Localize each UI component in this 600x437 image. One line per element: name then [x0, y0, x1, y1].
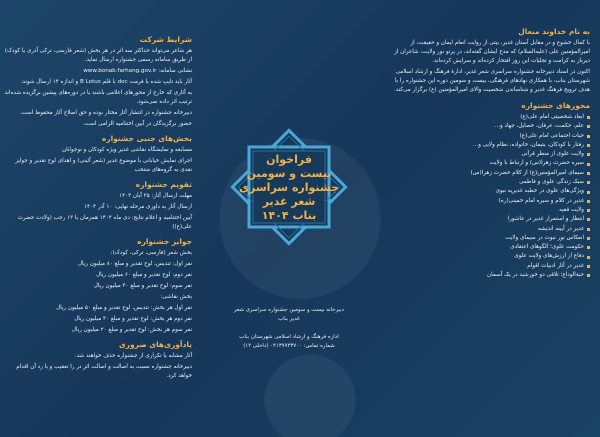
theme-item: حبةالوداع؛ تلاقی دو خورشید در یک آسمان: [382, 271, 590, 280]
theme-item: غدیر در آثار ادبیات اقوام: [382, 262, 590, 271]
side-section-item: مسابقه و نمایشگاه نقاشی غدیر ویژه کودکان و نوجوانان: [62, 147, 192, 153]
condition-item: به آثاری که خارج از محورهای اعلامی باشند یا در دوره‌های پیشین برگزیده شده‌اند ترتیب اثر داده نمی‌شود.: [4, 90, 192, 105]
prize-item: نفر اول: تندیس، لوح تقدیر و مبلغ ۸۰ میلیون ریال: [77, 261, 192, 267]
theme-item: انعکاس نور نبوت در سیمای ولایت: [382, 234, 590, 243]
basmala-heading: به نام خداوند منعال: [518, 27, 590, 36]
secretariat-info: [208, 306, 370, 324]
theme-item: سیره حضرت زهرا(س) و ارتباط با ولایت: [382, 159, 590, 168]
bullet-icon: [587, 135, 590, 138]
condition-item: حضور برگزیدگان در آیین اختتامیه الزامی است.: [82, 121, 192, 127]
bullet-icon: [587, 172, 590, 175]
address-line: اداره فرهنگ و ارشاد اسلامی شهرستان بناب: [239, 334, 339, 340]
left-column: [0, 0, 200, 437]
bullet-icon: [587, 153, 590, 156]
prize-item: نفر دوم هر بخش: لوح تقدیر و مبلغ ۳۰ میلیون ریال: [74, 316, 192, 322]
bullet-icon: [587, 274, 590, 277]
secretariat-line: دبیرخانه بیست و سومین جشنواره سراسری شعر: [233, 307, 345, 313]
secretariat-line: غدیر بناب: [278, 316, 300, 322]
contact-info: [208, 333, 370, 351]
theme-item: دفاع از ارزش‌های ولایت علوی: [382, 252, 590, 261]
title-line: بیست و سومین: [246, 167, 332, 180]
themes-heading: محورهای جشنواره: [521, 101, 590, 110]
bullet-icon: [587, 191, 590, 194]
calendar-item: ارسال آثار به داوری مرحله نهایی: ۱۰ آذر ۱۴۰۴: [84, 204, 192, 210]
bullet-icon: [587, 265, 590, 268]
title-line: جشنواره سراسری: [238, 181, 340, 194]
bullet-icon: [587, 163, 590, 166]
title-line: فراخوان: [266, 153, 312, 166]
bullet-icon: [587, 200, 590, 203]
bullet-icon: [587, 116, 590, 119]
poster-title: [227, 153, 351, 223]
bullet-icon: [587, 237, 590, 240]
title-line: بناب ۱۴۰۴: [261, 209, 317, 222]
theme-item: رفتار با کودکان، یتیمان، خانواده، نظام ولایی و...: [382, 141, 590, 150]
bullet-icon: [587, 218, 590, 221]
title-line: شعر غدیر: [262, 195, 316, 208]
title-emblem: [227, 125, 351, 249]
right-column: [378, 0, 600, 437]
bullet-icon: [587, 228, 590, 231]
calendar-item: مهلت ارسال آثار: ۲۵ آبان ۱۴۰۴: [119, 193, 192, 199]
bullet-icon: [587, 209, 590, 212]
conditions-heading: شرایط شرکت: [139, 35, 192, 44]
condition-item: آثار باید تایپ شده با فرمت doc با قلم B Lotus و اندازه ۱۴ ارسال شوند.: [20, 79, 192, 85]
note-item: آثار مشابه یا تکراری از جشنواره حذف خواهند شد.: [74, 353, 192, 359]
prizes-heading: جوایز جشنواره: [137, 237, 192, 246]
prize-item: نفر اول هر بخش: تندیس، لوح تقدیر و مبلغ ۵۰ میلیون ریال: [56, 305, 192, 311]
calendar-item: آیین اختتامیه و اعلام نتایج: دی ماه ۱۴۰۴ همزمان با ۱۳ رجب (ولادت حضرت علی(ع)): [17, 215, 192, 230]
theme-item: علم، حکمت، عرفان، خصایل، جهاد و...: [382, 122, 590, 131]
intro-paragraph: با کمال خشوع و در مقابل آستان غدیر، بیتی از روایت انعام ایمان و حقیقت، از امیرالمؤمنین علی (علیه‌السلام) که مدح ایشان گفته‌اند، در پرتو نور ولایت، شاعران از دیرباز به کرامت و تجلیات این روز افتخار کرده‌اند و سرایش کرده‌اند.: [394, 40, 590, 64]
theme-item: ابعاد شخصیتی امام علی(ع): [382, 113, 590, 122]
theme-item: سبک زندگی علوی و فاطمی: [382, 178, 590, 187]
intro-paragraph-2: اکنون در اسناد دبیرخانه جشنواره سراسری شعر غدیر، ادارهٔ فرهنگ و ارشاد اسلامی شهرستان بناب، با همکاری نهادهای فرهنگی، بیست و سومین دوره این جشنواره را با هدف ترویج فرهنگ غدیر و شناساندن شخصیت والای امیرالمؤمنین (ع) برگزار می‌کند.: [393, 69, 590, 93]
condition-item: نشانی سامانه: www.bonab.farhang.gov.ir: [83, 68, 192, 74]
bullet-icon: [587, 181, 590, 184]
side-sections-heading: بخش‌های جنبی جشنواره: [101, 134, 192, 143]
bullet-icon: [587, 144, 590, 147]
theme-item: حکومت علوی؛ الگوهای اعتقادی: [382, 243, 590, 252]
condition-item: هر شاعر می‌تواند حداکثر سه اثر در هر بخش (شعر فارسی، ترکی آذری یا کودک) از طریق سامانه رسمی جشنواره ارسال نماید.: [4, 48, 192, 63]
theme-item: ولایت علوی از منظر قرآنی: [382, 150, 590, 159]
prizes-subheading: بخش نقاشی:: [160, 294, 192, 300]
theme-item: ولایت فقیه: [382, 206, 590, 215]
prize-item: نفر سوم هر بخش: لوح تقدیر و مبلغ ۲۰ میلیون ریال: [71, 327, 192, 333]
theme-item: غدیر در آیینه اندیشه: [382, 225, 590, 234]
bullet-icon: [587, 256, 590, 259]
theme-item: انتظار و استمرار غدیر در عاشورا: [382, 215, 590, 224]
theme-item: غدیر در کلام و سیره امام خمینی(ره): [382, 197, 590, 206]
calendar-heading: تقویم جشنواره: [135, 180, 192, 189]
theme-item: سیمای امیرالمؤمنین(ع) از کلام حضرت زهرا(س): [382, 169, 590, 178]
bullet-icon: [587, 125, 590, 128]
theme-item: ویژگی‌های علوی در خطبه غدیریه نبوی: [382, 187, 590, 196]
prizes-subheading: بخش شعر (فارسی، ترکی، کودک):: [110, 250, 192, 256]
condition-item: دبیرخانه جشنواره در انتشار آثار مختار بوده و حق اصلاح آثار محفوظ است.: [19, 110, 192, 116]
note-item: دبیرخانه جشنواره نسبت به اصالت و اصالت اثر در را تعقیب و با رد آن اقدام خواهد کرد.: [16, 364, 192, 379]
side-section-item: اجرای نمایش خیابانی با موضوع غدیر (شعر آئینی) و اهدای لوح تقدیر و جوایز نقدی به گروه‌های منتخب: [15, 158, 192, 173]
center-column: [200, 0, 378, 437]
bullet-icon: [587, 246, 590, 249]
prize-item: نفر دوم: لوح تقدیر و مبلغ ۶۰ میلیون ریال: [96, 272, 192, 278]
notes-heading: یادآوری‌های ضروری: [118, 340, 192, 349]
prize-item: نفر سوم: لوح تقدیر و مبلغ ۴۰ میلیون ریال: [93, 283, 192, 289]
phone-line: شماره تماس: ۰۴۱۳۷۷۲۳۷۰۰ (داخلی ۱۲): [243, 343, 335, 349]
theme-item: حیات اجتماعی امام علی(ع): [382, 132, 590, 141]
